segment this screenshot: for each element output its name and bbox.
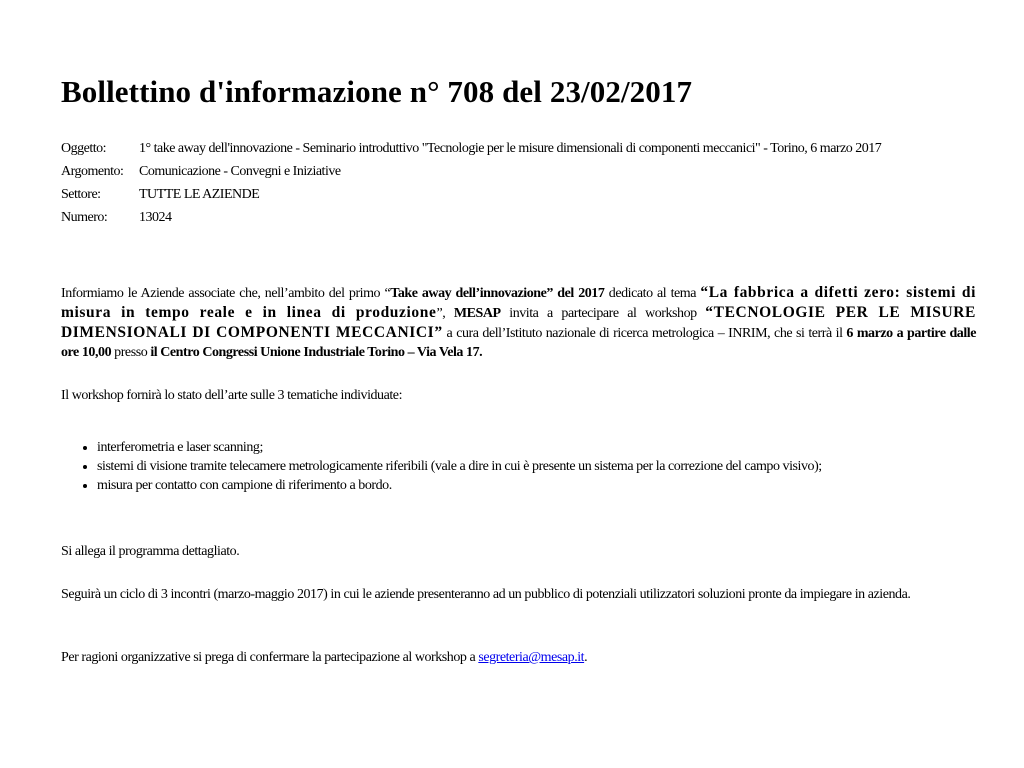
list-item: • misura per contatto con campione di riferimento a bordo. <box>97 476 1012 495</box>
meta-value-argomento: Comunicazione - Convegni e Iniziative <box>139 164 341 179</box>
meta-row-numero <box>61 207 959 228</box>
attachment-paragraph: Si allega il programma dettagliato. <box>61 544 240 559</box>
text-span: Informiamo le Aziende associate che, nell’ambito del primo “ <box>61 286 391 301</box>
meta-value-oggetto: 1° take away dell'innovazione - Seminario introduttivo "Tecnologie per le misure dimensionali di componenti meccanici" - Torino, 6 marzo 2017 <box>139 141 882 156</box>
meta-value-numero: 13024 <box>139 210 172 225</box>
bold-span: il Centro Congressi Unione Industriale Torino – Via Vela 17. <box>150 345 483 360</box>
text-span: presso <box>111 345 151 360</box>
bold-span: 6 marzo a partire dalle ore 10,00 <box>61 326 977 360</box>
metadata-table <box>59 136 961 230</box>
meta-label: Argomento: <box>61 164 124 179</box>
meta-label: Numero: <box>61 210 108 225</box>
topics-list <box>61 438 1012 495</box>
meta-value-settore: TUTTE LE AZIENDE <box>139 187 260 202</box>
bold-span: Take away dell’innovazione” del 2017 <box>390 286 605 301</box>
bold-span: “La fabbrica a difetti zero: sistemi di misura in tempo reale e in linea di produzione <box>61 284 976 321</box>
text-span: ”, <box>436 306 454 321</box>
text-span: Per ragioni organizzative si prega di confermare la partecipazione al workshop a <box>61 650 479 665</box>
contact-paragraph <box>61 648 976 667</box>
bold-span: MESAP <box>453 306 501 321</box>
followup-paragraph: Seguirà un ciclo di 3 incontri (marzo-maggio 2017) in cui le aziende presenteranno ad un pubblico di potenziali utilizzatori soluzioni pronte da impiegare in azienda. <box>61 587 911 602</box>
text-span: . <box>584 650 588 665</box>
text-span: invita a partecipare al workshop <box>500 306 706 321</box>
page-title: Bollettino d'informazione n° 708 del 23/02/2017 <box>61 74 693 109</box>
meta-label: Oggetto: <box>61 141 106 156</box>
list-item: • interferometria e laser scanning; <box>97 438 1012 457</box>
meta-label: Settore: <box>61 187 101 202</box>
meta-row-argomento <box>61 161 959 182</box>
workshop-paragraph: Il workshop fornirà lo stato dell’arte sulle 3 tematiche individuate: <box>61 388 403 403</box>
meta-row-settore <box>61 184 959 205</box>
text-span: a cura dell’Istituto nazionale di ricerca metrologica – INRIM, che si terrà il <box>442 326 847 341</box>
email-link[interactable]: segreteria@mesap.it <box>478 650 585 665</box>
bold-span: “TECNOLOGIE PER LE MISURE DIMENSIONALI DI COMPONENTI MECCANICI” <box>61 304 976 341</box>
text-span: dedicato al tema <box>604 286 701 301</box>
intro-paragraph <box>61 283 976 362</box>
list-item: • sistemi di visione tramite telecamere metrologicamente riferibili (vale a dire in cui è presente un sistema per la correzione del campo visivo); <box>97 457 1012 476</box>
meta-row-oggetto <box>61 138 959 159</box>
